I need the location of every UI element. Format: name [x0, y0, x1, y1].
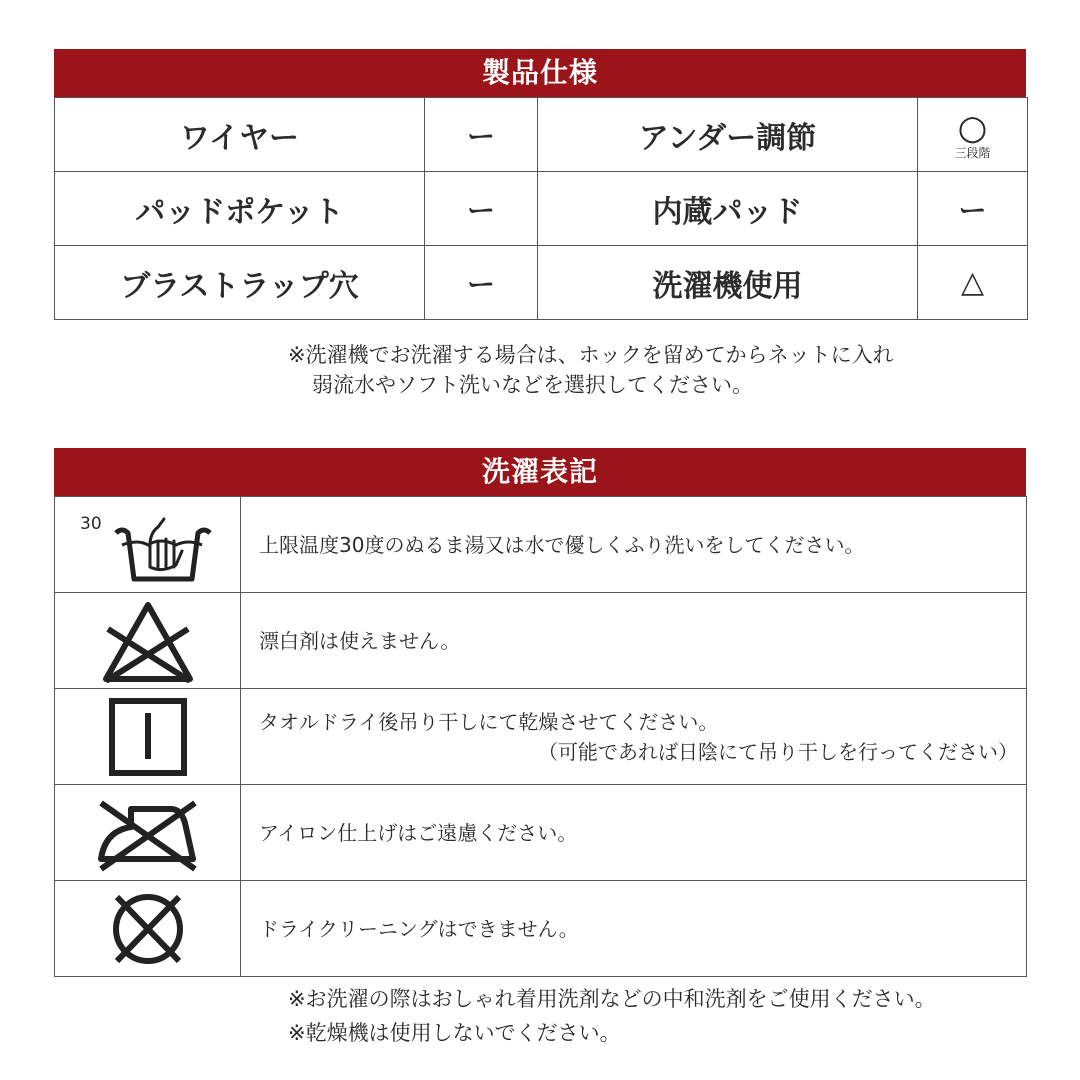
care-text: アイロン仕上げはご遠慮ください。: [241, 785, 1027, 881]
no-dry-clean-icon: [103, 889, 193, 969]
spec-label: アンダー調節: [538, 98, 918, 172]
drip-dry-icon: [106, 697, 190, 777]
care-note-line: ※お洗濯の際はおしゃれ着用洗剤などの中和洗剤をご使用ください。: [288, 987, 936, 1011]
care-text: タオルドライ後吊り干しにて乾燥させてください。: [259, 709, 719, 734]
care-row: [55, 881, 1027, 977]
spec-note-line: ※洗濯機でお洗濯する場合は、ホックを留めてからネットに入れ: [288, 343, 894, 367]
spec-value: ー: [425, 172, 538, 246]
spec-label: 内蔵パッド: [538, 172, 918, 246]
spec-header: 製品仕様: [54, 49, 1026, 97]
care-icon-cell: [55, 785, 241, 881]
spec-table: [54, 97, 1028, 320]
care-text-note: （可能であれば日陰にて吊り干しを行ってください）: [538, 739, 1018, 764]
care-text: 上限温度30度のぬるま湯又は水で優しくふり洗いをしてください。: [241, 497, 1027, 593]
care-text-cell: [241, 689, 1027, 785]
hand-wash-30-icon: [78, 505, 218, 585]
no-bleach-icon: [98, 599, 198, 683]
spec-value-cell: [918, 98, 1028, 172]
care-row: [55, 785, 1027, 881]
spec-label: ブラストラップ穴: [55, 246, 425, 320]
spec-row: [55, 98, 1028, 172]
spec-row: [55, 172, 1028, 246]
care-icon-cell: [55, 881, 241, 977]
care-text: 漂白剤は使えません。: [241, 593, 1027, 689]
care-header: 洗濯表記: [54, 448, 1026, 496]
care-icon-cell: [55, 689, 241, 785]
care-note-line: ※乾燥機は使用しないでください。: [288, 1021, 621, 1045]
spec-value-note: 三段階: [954, 145, 991, 160]
care-text: ドライクリーニングはできません。: [241, 881, 1027, 977]
spec-note: [288, 340, 894, 400]
care-icon-cell: [55, 593, 241, 689]
spec-value: ー: [425, 98, 538, 172]
care-row: [55, 593, 1027, 689]
spec-row: [55, 246, 1028, 320]
care-table: [54, 496, 1027, 977]
spec-label: 洗濯機使用: [538, 246, 918, 320]
care-note: [288, 982, 936, 1050]
wash-temp-label: 30: [79, 513, 102, 534]
spec-value: ○: [957, 107, 988, 148]
no-iron-icon: [93, 793, 203, 873]
spec-value: △: [918, 246, 1028, 320]
spec-value: ー: [425, 246, 538, 320]
spec-note-line: 弱流水やソフト洗いなどを選択してください。: [312, 373, 753, 397]
care-row: [55, 689, 1027, 785]
spec-label: ワイヤー: [55, 98, 425, 172]
spec-value: ー: [918, 172, 1028, 246]
spec-label: パッドポケット: [55, 172, 425, 246]
care-row: [55, 497, 1027, 593]
care-icon-cell: [55, 497, 241, 593]
